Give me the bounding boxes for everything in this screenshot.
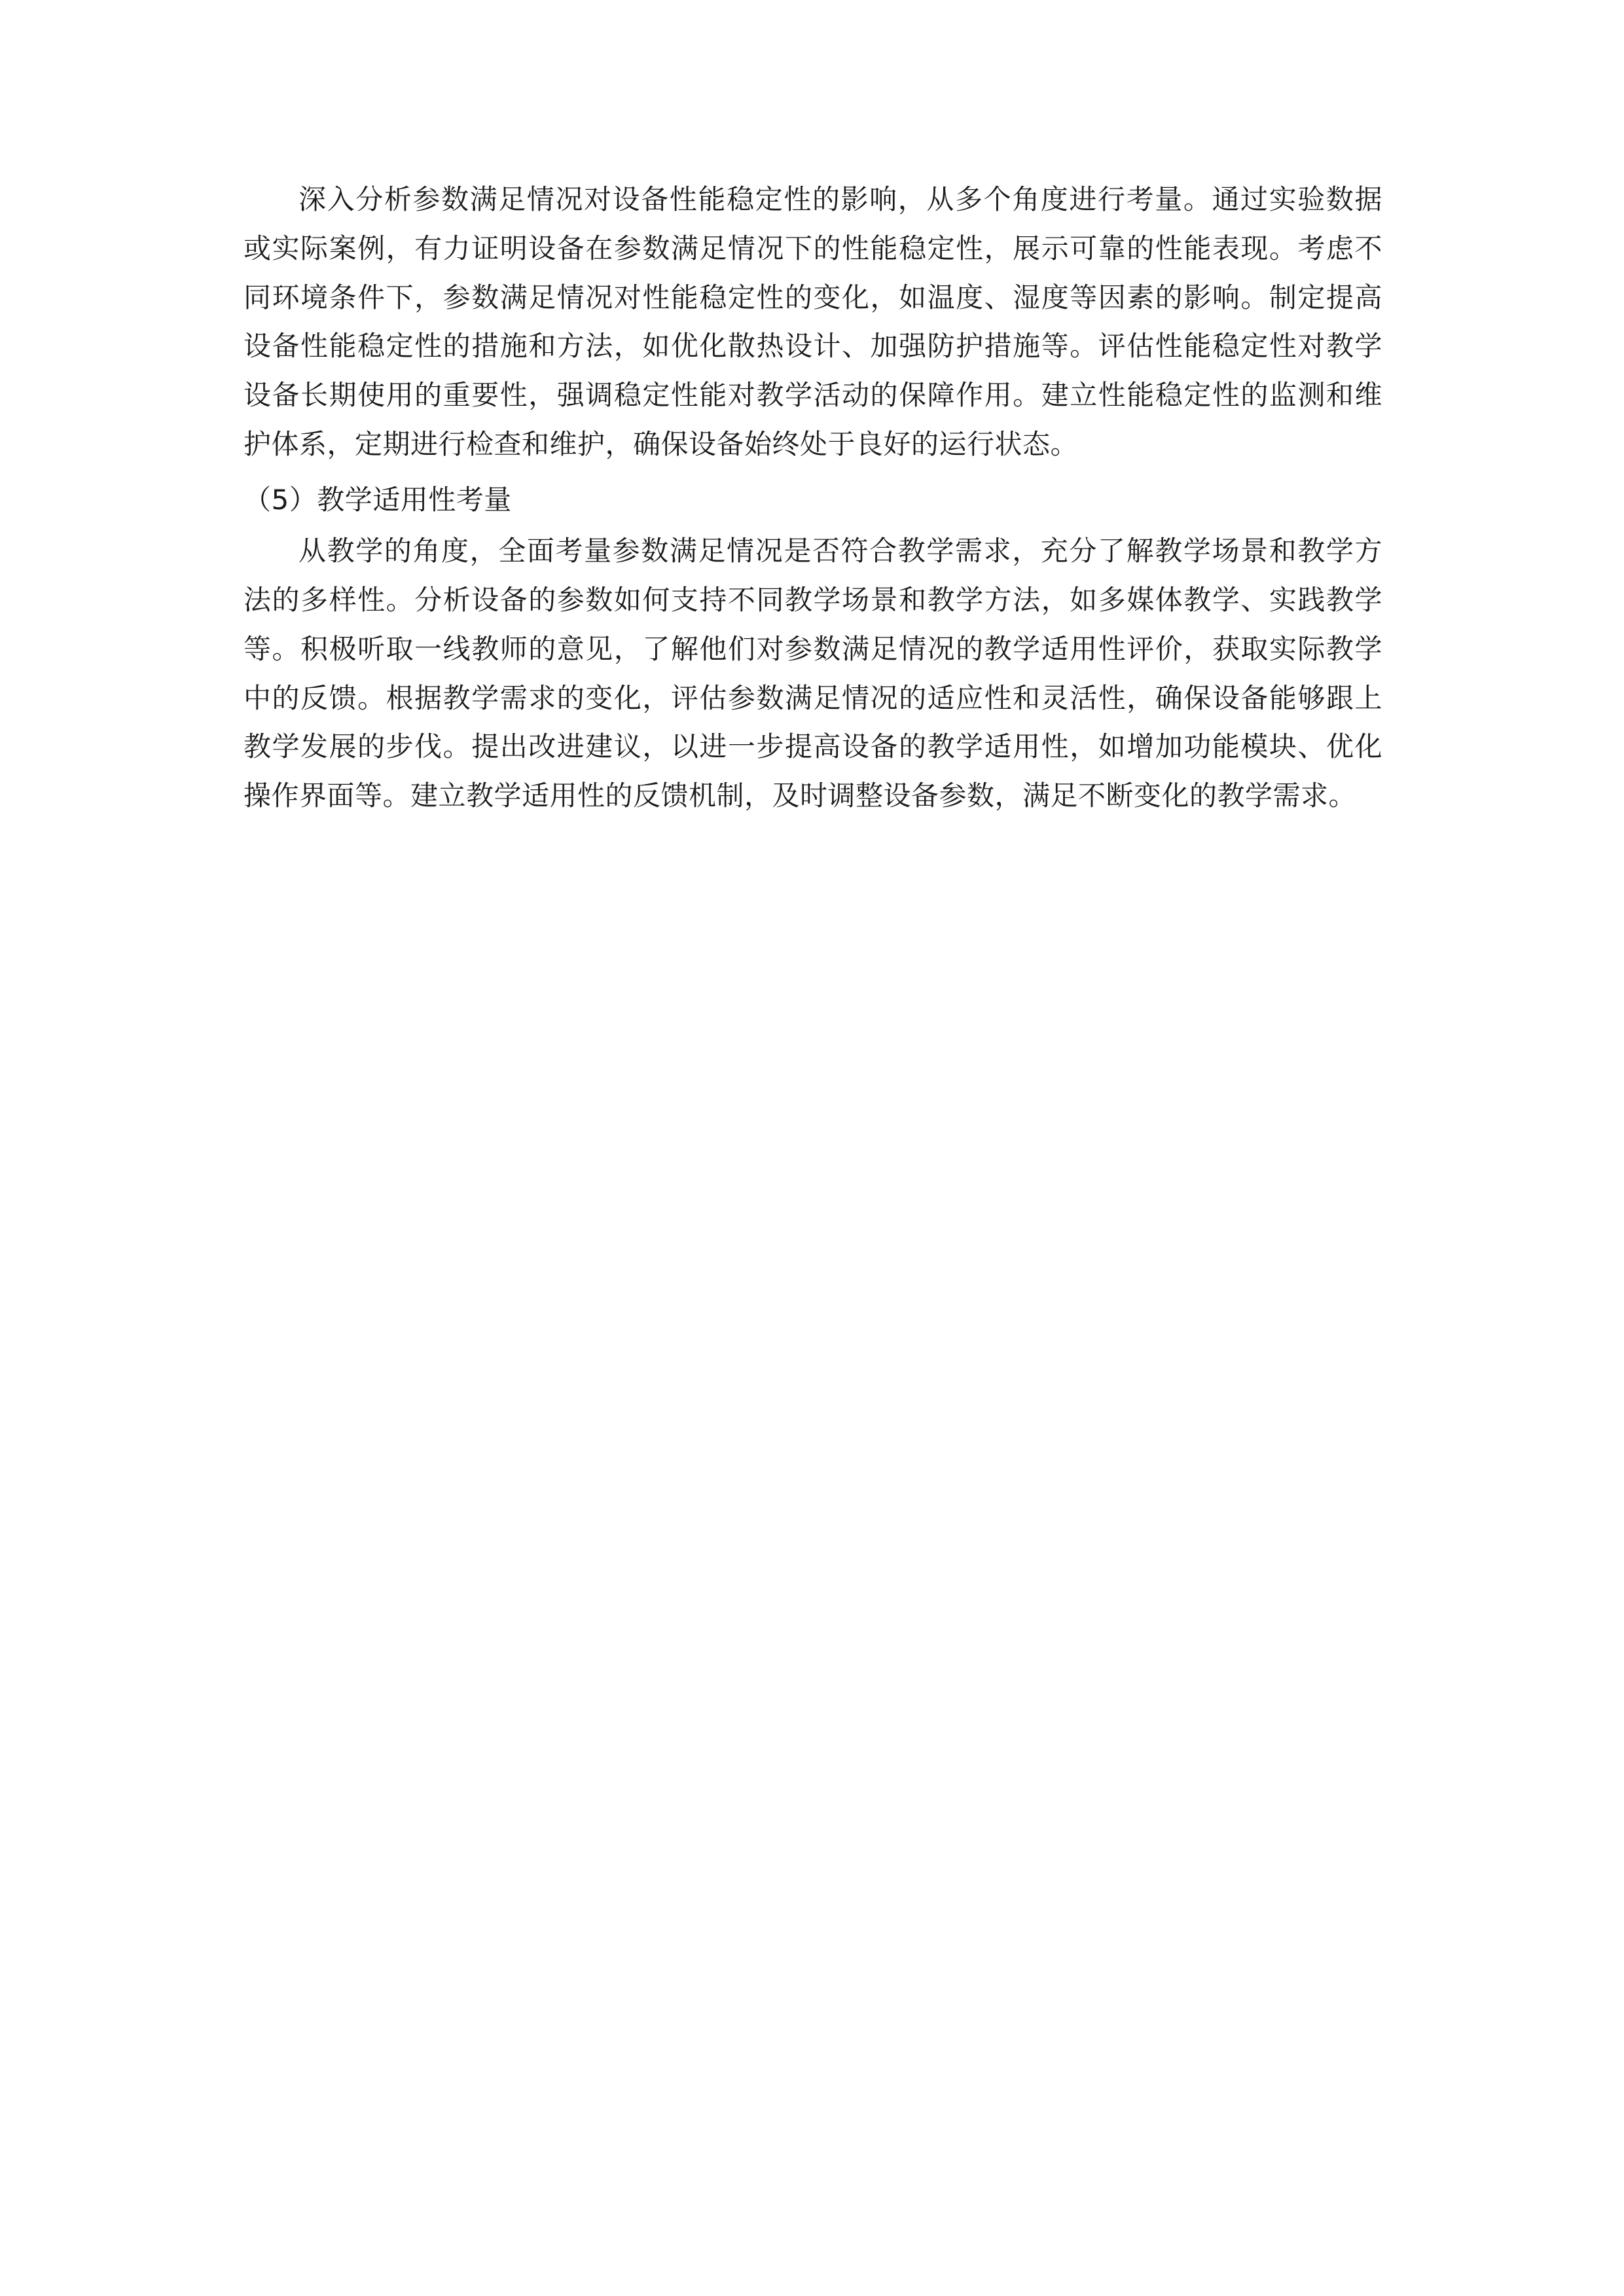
document-body [244, 175, 1382, 825]
paragraph-performance-stability: 深入分析参数满足情况对设备性能稳定性的影响，从多个角度进行考量。通过实验数据或实际案例，有力证明设备在参数满足情况下的性能稳定性，展示可靠的性能表现。考虑不同环境条件下，参数满足情况对性能稳定性的变化，如温度、湿度等因素的影响。制定提高设备性能稳定性的措施和方法，如优化散热设计、加强防护措施等。评估性能稳定性对教学设备长期使用的重要性，强调稳定性能对教学活动的保障作用。建立性能稳定性的监测和维护体系，定期进行检查和维护，确保设备始终处于良好的运行状态。 [244, 183, 1382, 460]
paragraph-teaching-applicability: 从教学的角度，全面考量参数满足情况是否符合教学需求，充分了解教学场景和教学方法的多样性。分析设备的参数如何支持不同教学场景和教学方法，如多媒体教学、实践教学等。积极听取一线教师的意见，了解他们对参数满足情况的教学适用性评价，获取实际教学中的反馈。根据教学需求的变化，评估参数满足情况的适应性和灵活性，确保设备能够跟上教学发展的步伐。提出改进建议，以进一步提高设备的教学适用性，如增加功能模块、优化操作界面等。建立教学适用性的反馈机制，及时调整设备参数，满足不断变化的教学需求。 [244, 535, 1382, 812]
section-heading-teaching-applicability: （5）教学适用性考量 [244, 483, 512, 516]
